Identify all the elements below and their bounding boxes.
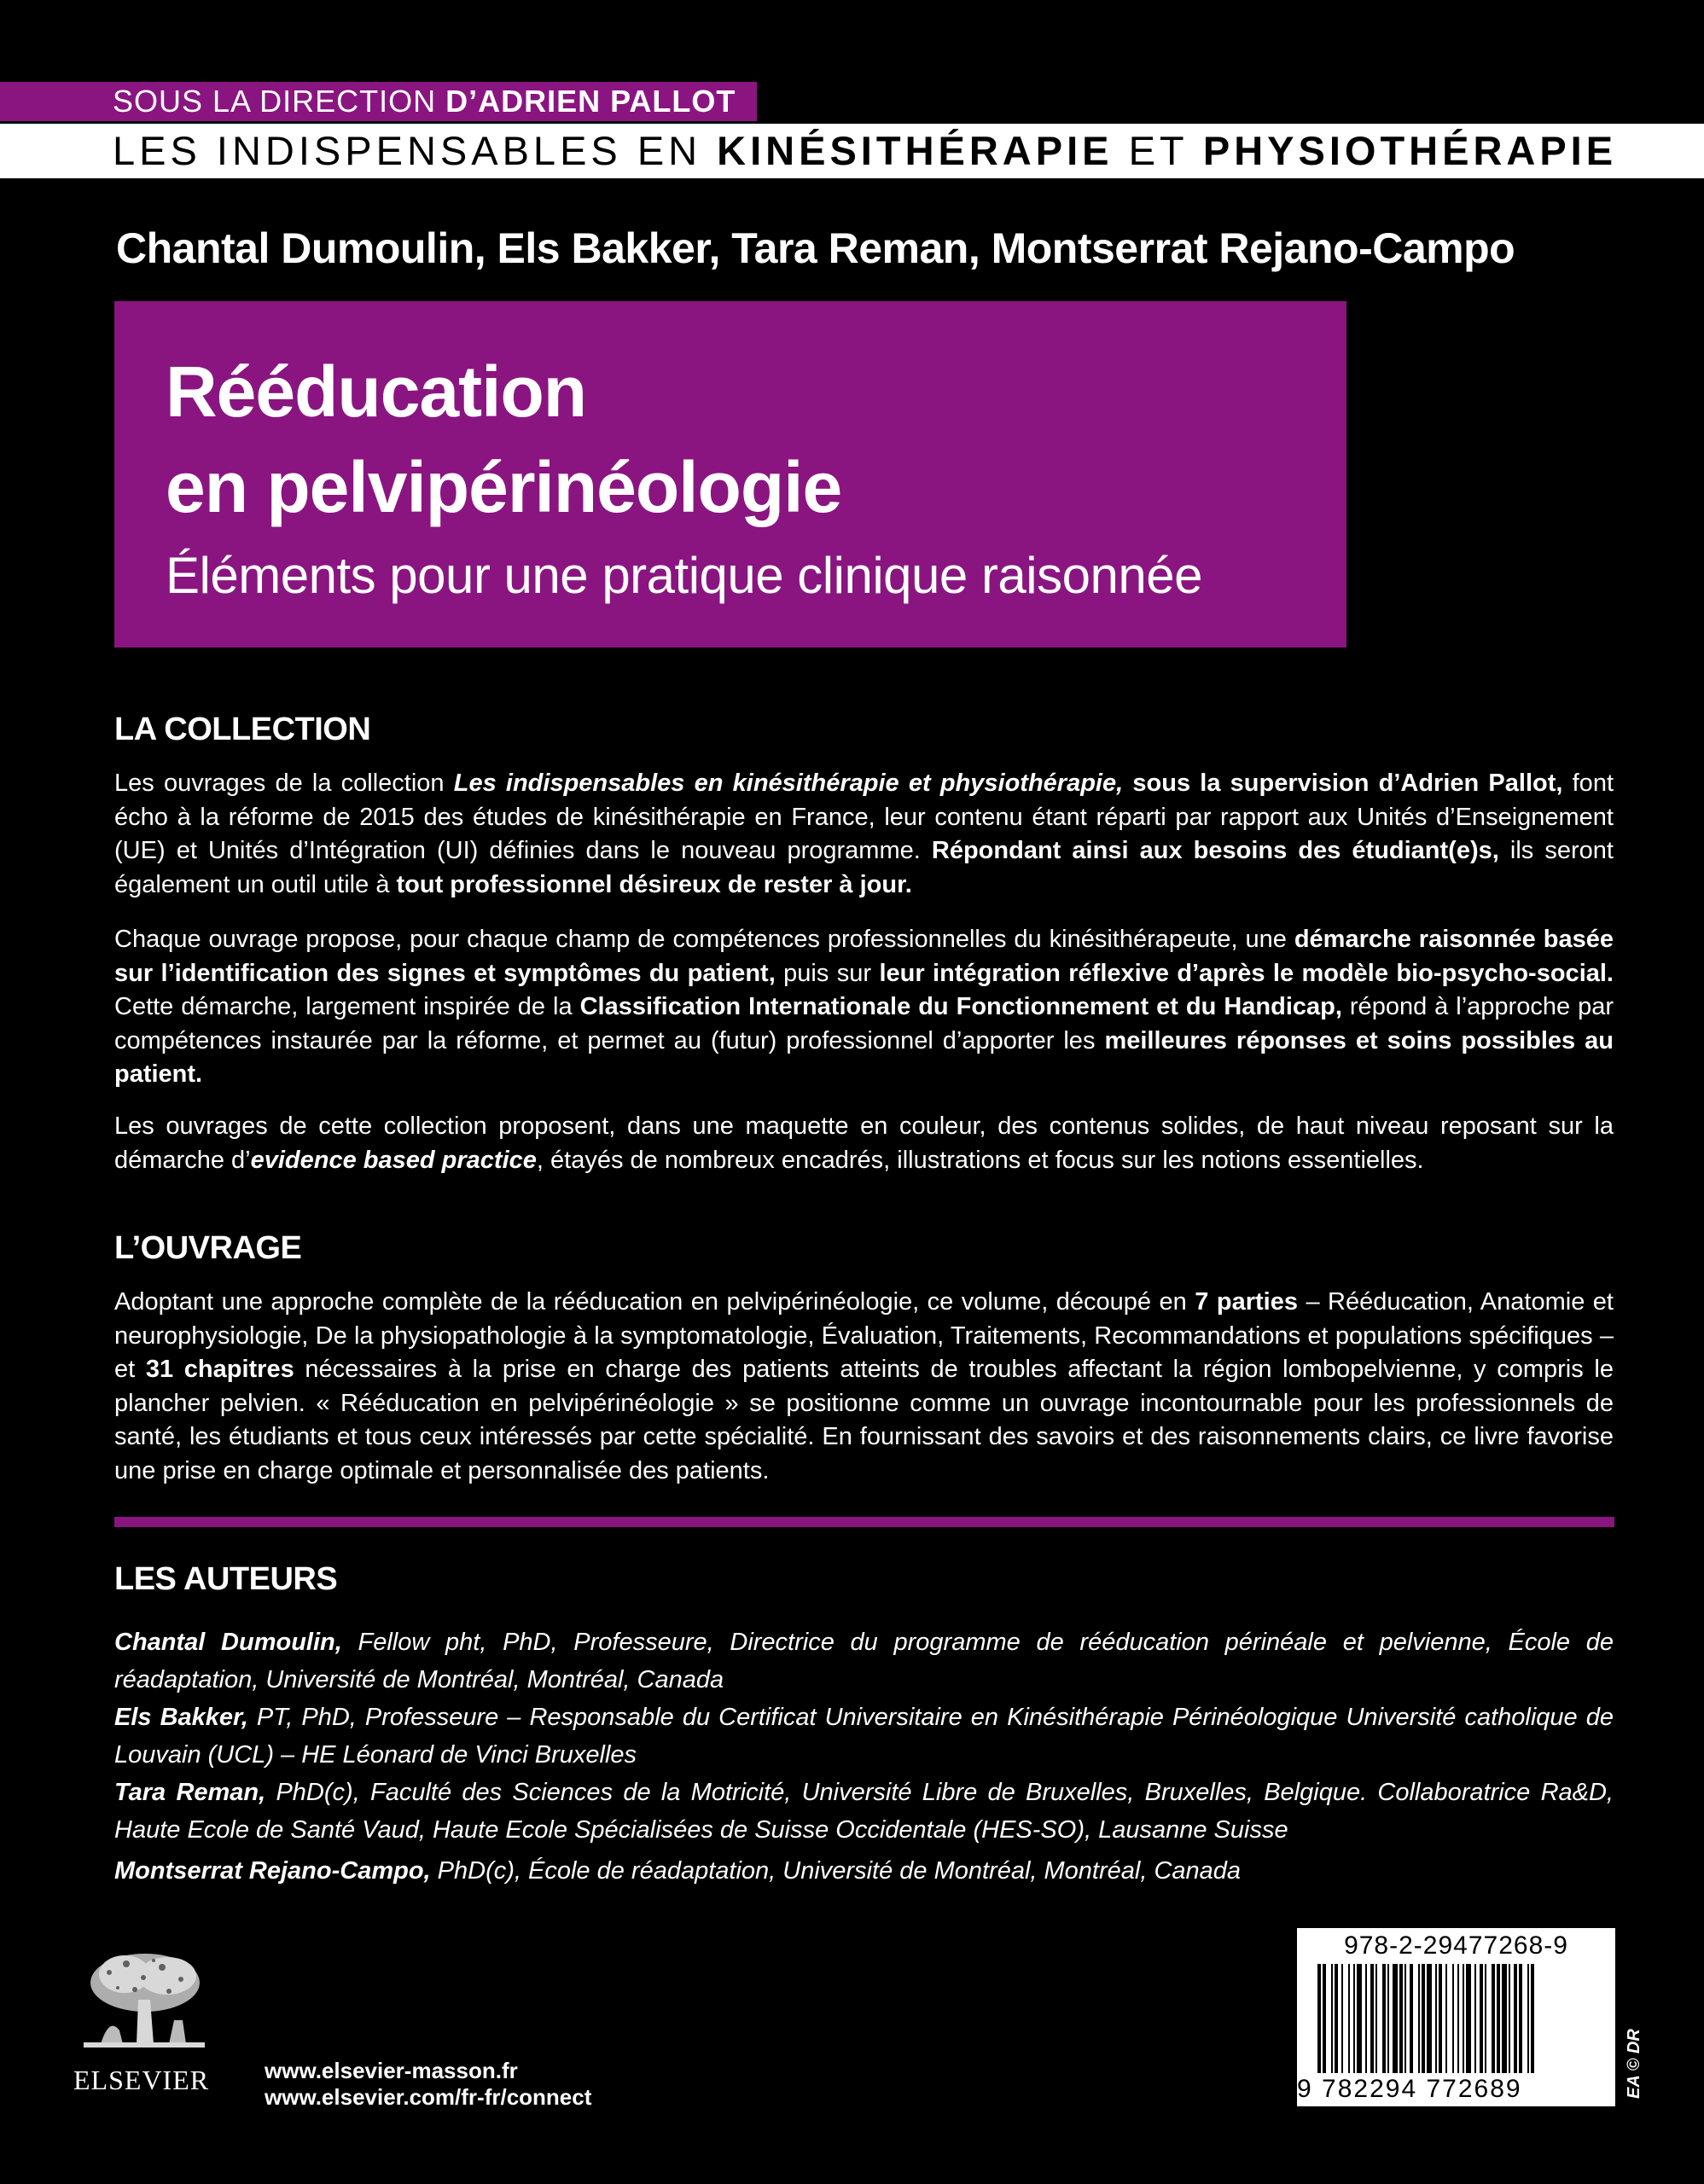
book-title (166, 344, 841, 535)
elsevier-tree-logo-icon (75, 1949, 213, 2051)
title-box (114, 301, 1346, 648)
book-authors: Chantal Dumoulin, Els Bakker, Tara Reman, Montserrat Rejano-Campo (116, 224, 1515, 272)
ean-digits: 9 782294 772689 (1297, 2075, 1522, 2103)
direction-prefix: SOUS LA DIRECTION (113, 84, 446, 119)
photo-credit: EA © DR (1625, 2029, 1643, 2099)
direction-name: D’ADRIEN PALLOT (445, 84, 736, 119)
author-bio-rejano-campo: Montserrat Rejano-Campo, PhD(c), École de réadaptation, Université de Montréal, Montréal, Canada (114, 1857, 1242, 1885)
collection-paragraph-2: Chaque ouvrage propose, pour chaque champ de compétences professionnelles du kinésithérapeute, une démarche raisonnée basée sur l’identification des signes et symptômes du patient, puis sur leur intégration réflexive d’après le modèle bio-psycho-social. Cette démarche, largement inspirée de la Classification Internationale du Fonctionnement et du Handicap, répond à l’approche par compétences instaurée par la réforme, et permet au (futur) professionnel d’apporter les meilleures réponses et soins possibles au patient. (114, 926, 1614, 1088)
book-subtitle: Éléments pour une pratique clinique raisonnée (166, 547, 1202, 604)
ouvrage-paragraph: Adoptant une approche complète de la rééducation en pelvipérinéologie, ce volume, découpé en 7 parties – Rééducation, Anatomie et neurophysiologie, De la physiopathologie à la symptomatologie, Évaluation, Traitements, Recommandations et populations spécifiques – et 31 chapitres nécessaires à la prise en charge des patients atteints de troubles affectant la région lombopelvienne, y compris le plancher pelvien. « Rééducation en pelvipérinéologie » se positionne comme un ouvrage incontournable pour les professionnels de santé, les étudiants et tous ceux intéressés par cette spécialité. En fournissant des savoirs et des raisonnements clairs, ce livre favorise une prise en charge optimale et personnalisée des patients. (114, 1288, 1614, 1484)
isbn-text: 978-2-29477268-9 (1344, 1931, 1568, 1960)
book-title-line2: en pelvipérinéologie (166, 447, 842, 527)
url-elsevier-connect[interactable]: www.elsevier.com/fr-fr/connect (265, 2084, 592, 2110)
series-direction-band (0, 82, 757, 121)
author-bio-bakker: Els Bakker, PT, PhD, Professeure – Responsable du Certificat Universitaire en Kinésithérapie Périnéologique Université catholique de Louvain (UCL) – HE Léonard de Vinci Bruxelles (114, 1704, 1614, 1769)
url-elsevier-masson[interactable]: www.elsevier-masson.fr (265, 2058, 518, 2083)
barcode-bars (1302, 1964, 1609, 2073)
collection-heading: LA COLLECTION (114, 712, 371, 747)
collection-paragraph-1: Les ouvrages de la collection Les indispensables en kinésithérapie et physiothérapie, sous la supervision d’Adrien Pallot, font écho à la réforme de 2015 des études de kinésithérapie en France, leur contenu étant réparti par rapport aux Unités d’Enseignement (UE) et Unités d’Intégration (UI) définies dans le nouveau programme. Répondant ainsi aux besoins des étudiant(e)s, ils seront également un outil utile à tout professionnel désireux de rester à jour. (114, 770, 1614, 898)
author-bio-reman: Tara Reman, PhD(c), Faculté des Sciences de la Motricité, Université Libre de Bruxelles, Bruxelles, Belgique. Collaboratrice Ra&D, Haute Ecole de Santé Vaud, Haute Ecole Spécialisées de Suisse Occidentale (HES-SO), Lausanne Suisse (114, 1779, 1614, 1844)
collection-physio: PHYSIOTHÉRAPIE (1202, 128, 1618, 173)
collection-band (0, 124, 1704, 178)
author-bio-dumoulin: Chantal Dumoulin, Fellow pht, PhD, Professeure, Directrice du programme de rééducation périnéale et pelvienne, École de réadaptation, Université de Montréal, Montréal, Canada (114, 1629, 1614, 1693)
isbn-barcode (1297, 1928, 1615, 2106)
section-divider (114, 1517, 1614, 1527)
collection-kine: KINÉSITHÉRAPIE (717, 128, 1114, 173)
collection-part2: ET (1113, 128, 1203, 173)
ouvrage-heading: L’OUVRAGE (114, 1230, 302, 1266)
book-title-line1: Rééducation (166, 351, 587, 432)
collection-part1: LES INDISPENSABLES EN (113, 128, 718, 173)
publisher-wordmark: ELSEVIER (73, 2065, 210, 2095)
collection-paragraph-3: Les ouvrages de cette collection proposent, dans une maquette en couleur, des contenus solides, de haut niveau reposant sur la démarche d’evidence based practice, étayés de nombreux encadrés, illustrations et focus sur les notions essentielles. (114, 1112, 1614, 1174)
auteurs-heading: LES AUTEURS (114, 1561, 338, 1597)
